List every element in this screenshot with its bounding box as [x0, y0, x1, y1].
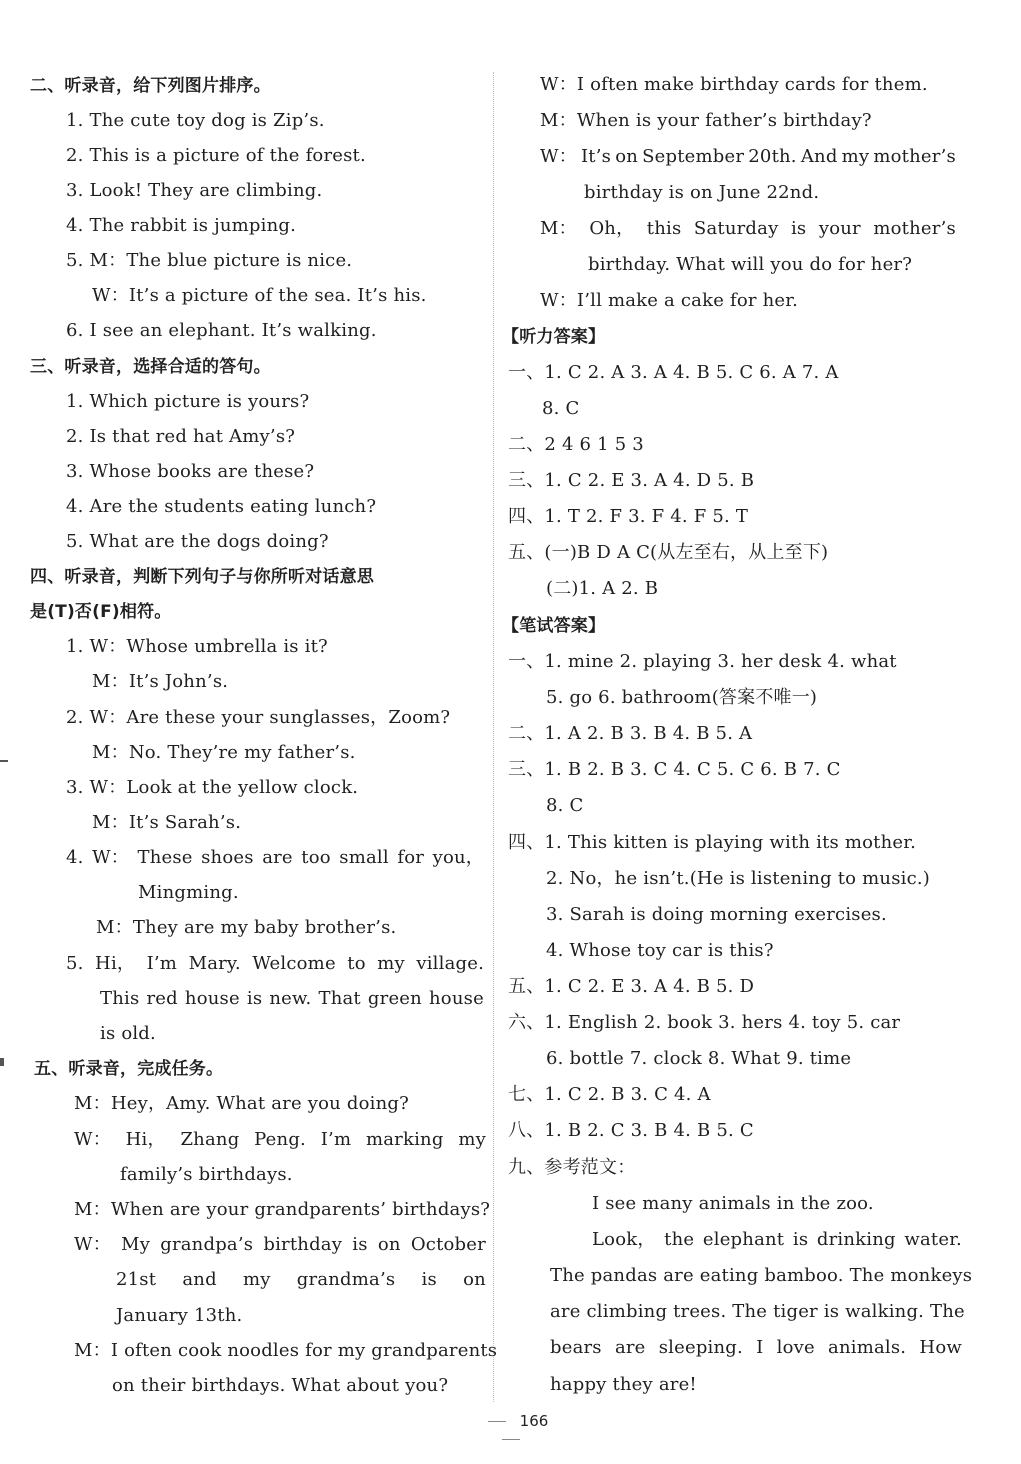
text-line: 21st and my grandma’s is on — [116, 1269, 486, 1290]
text-line: This red house is new. That green house — [100, 988, 484, 1009]
binding-mark — [0, 760, 8, 762]
text-line: 4. The rabbit is jumping. — [66, 215, 297, 236]
text-line: are climbing trees. The tiger is walking. The — [550, 1301, 965, 1322]
text-line: January 13th. — [116, 1305, 243, 1326]
text-line: 1. The cute toy dog is Zip’s. — [66, 110, 325, 131]
text-line: W： It’s on September 20th. And my mother’s — [540, 146, 956, 167]
text-line: 8. C — [542, 398, 580, 419]
text-line: 一、1. C 2. A 3. A 4. B 5. C 6. A 7. A — [508, 362, 839, 383]
section-heading: 五、听录音，完成任务。 — [34, 1059, 224, 1079]
column-divider — [493, 72, 494, 1402]
text-line: happy they are! — [550, 1374, 697, 1395]
text-line: M：Hey，Amy. What are you doing? — [74, 1093, 409, 1114]
text-line: M：I often cook noodles for my grandparents — [74, 1340, 498, 1361]
text-line: 2. No，he isn’t.(He is listening to music.) — [546, 868, 931, 889]
text-line: 4. Are the students eating lunch? — [66, 496, 377, 517]
text-line: W：It’s a picture of the sea. It’s his. — [92, 285, 427, 306]
text-line: W：I’ll make a cake for her. — [540, 290, 799, 311]
text-line: M：They are my baby brother’s. — [96, 917, 397, 938]
text-line: 五、1. C 2. E 3. A 4. B 5. D — [508, 976, 755, 997]
text-line: Look， the elephant is drinking water. — [592, 1229, 962, 1250]
text-line: 八、1. B 2. C 3. B 4. B 5. C — [508, 1120, 754, 1141]
text-line: 三、1. B 2. B 3. C 4. C 5. C 6. B 7. C — [508, 759, 841, 780]
text-line: M：It’s Sarah’s. — [92, 812, 242, 833]
text-line: 四、1. This kitten is playing with its mother. — [508, 832, 916, 853]
section-heading: 【听力答案】 — [502, 327, 606, 347]
text-line: M：It’s John’s. — [92, 671, 229, 692]
text-line: 4. W： These shoes are too small for you， — [66, 847, 484, 868]
section-heading: 【笔试答案】 — [502, 616, 606, 636]
section-heading: 三、听录音，选择合适的答句。 — [30, 357, 271, 377]
text-line: M：When are your grandparents’ birthdays? — [74, 1199, 491, 1220]
text-line: bears are sleeping. I love animals. How — [550, 1337, 962, 1358]
text-line: 2. W：Are these your sunglasses，Zoom? — [66, 707, 451, 728]
text-line: 六、1. English 2. book 3. hers 4. toy 5. car — [508, 1012, 901, 1033]
text-line: M： Oh， this Saturday is your mother’s — [540, 218, 956, 239]
text-line: 九、参考范文： — [508, 1157, 636, 1178]
section-heading: 二、听录音，给下列图片排序。 — [30, 76, 271, 96]
text-line: 七、1. C 2. B 3. C 4. A — [508, 1084, 711, 1105]
text-line: (二)1. A 2. B — [546, 578, 659, 599]
text-line: birthday is on June 22nd. — [584, 182, 820, 203]
text-line: 6. bottle 7. clock 8. What 9. time — [546, 1048, 852, 1069]
text-line: I see many animals in the zoo. — [592, 1193, 874, 1214]
text-line: M：When is your father’s birthday? — [540, 110, 872, 131]
text-line: 5. Hi， I’m Mary. Welcome to my village. — [66, 953, 484, 974]
text-line: 5. M：The blue picture is nice. — [66, 250, 353, 271]
text-line: 一、1. mine 2. playing 3. her desk 4. what — [508, 651, 897, 672]
text-line: W：I often make birthday cards for them. — [540, 74, 928, 95]
text-line: 6. I see an elephant. It’s walking. — [66, 320, 377, 341]
text-line: 5. What are the dogs doing? — [66, 531, 329, 552]
text-line: 1. W：Whose umbrella is it? — [66, 636, 328, 657]
text-line: Mingming. — [138, 882, 239, 903]
text-line: W： My grandpa’s birthday is on October — [74, 1234, 486, 1255]
text-line: 五、(一)B D A C(从左至右，从上至下) — [508, 542, 829, 563]
text-line: family’s birthdays. — [120, 1164, 293, 1185]
text-line: 3. Whose books are these? — [66, 461, 315, 482]
text-line: 二、1. A 2. B 3. B 4. B 5. A — [508, 723, 753, 744]
text-line: 2. This is a picture of the forest. — [66, 145, 366, 166]
text-line: 1. Which picture is yours? — [66, 391, 310, 412]
text-line: 3. Look! They are climbing. — [66, 180, 323, 201]
text-line: is old. — [100, 1023, 156, 1044]
text-line: on their birthdays. What about you? — [112, 1375, 449, 1396]
text-line: 2. Is that red hat Amy’s? — [66, 426, 296, 447]
section-heading: 是(T)否(F)相符。 — [30, 602, 172, 622]
text-line: 3. W：Look at the yellow clock. — [66, 777, 359, 798]
text-line: The pandas are eating bamboo. The monkeys — [550, 1265, 973, 1286]
text-line: W： Hi， Zhang Peng. I’m marking my — [74, 1129, 486, 1150]
text-line: 4. Whose toy car is this? — [546, 940, 774, 961]
text-line: 二、2 4 6 1 5 3 — [508, 434, 644, 455]
binding-mark — [0, 1058, 4, 1066]
text-line: 5. go 6. bathroom(答案不唯一) — [546, 687, 818, 708]
page-number: 166 — [455, 1412, 567, 1448]
text-line: 四、1. T 2. F 3. F 4. F 5. T — [508, 506, 749, 527]
text-line: birthday. What will you do for her? — [588, 254, 913, 275]
text-line: 三、1. C 2. E 3. A 4. D 5. B — [508, 470, 755, 491]
section-heading: 四、听录音，判断下列句子与你所听对话意思 — [30, 567, 374, 587]
text-line: 3. Sarah is doing morning exercises. — [546, 904, 887, 925]
text-line: 8. C — [546, 795, 584, 816]
text-line: M：No. They’re my father’s. — [92, 742, 356, 763]
